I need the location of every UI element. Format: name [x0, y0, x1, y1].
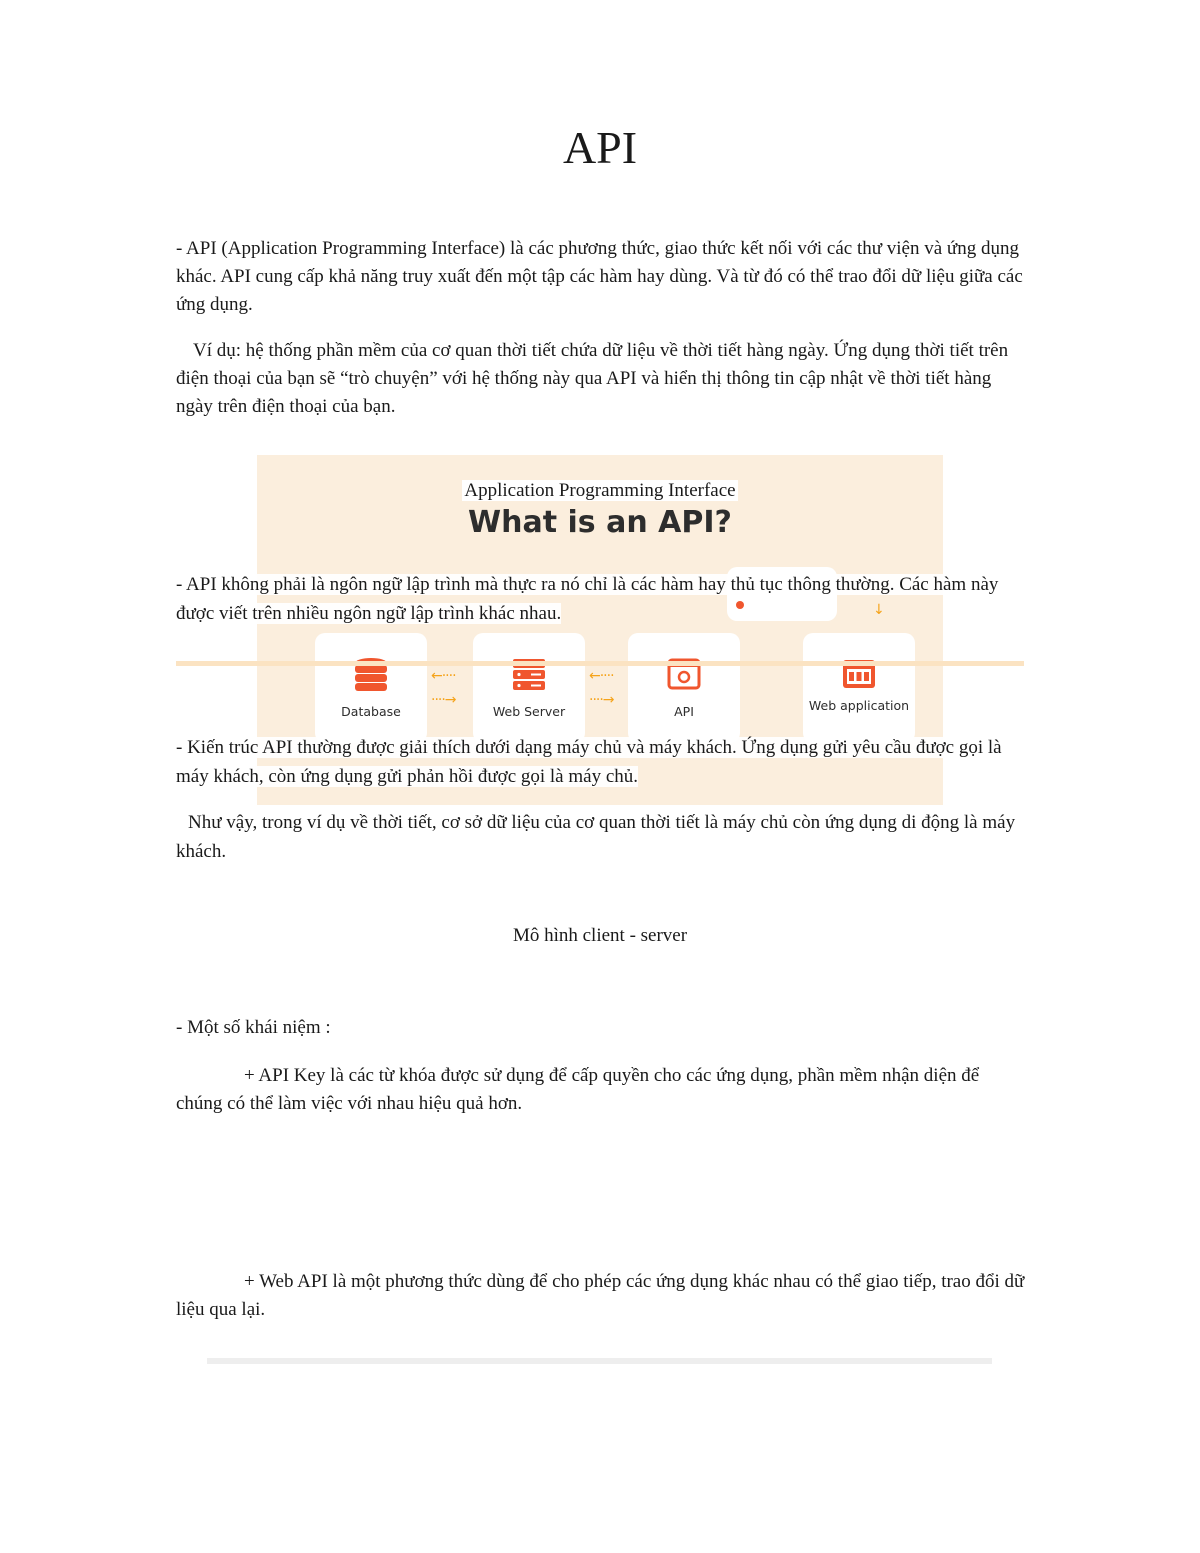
document-title: API [562, 122, 638, 173]
diagram-subtitle: Application Programming Interface [464, 480, 736, 501]
web-server-label: Web Server [492, 704, 566, 719]
arrow-right-icon: ····→ [589, 692, 614, 708]
paragraph-weather-summary: Như vậy, trong ví dụ về thời tiết, cơ sở dữ liệu của cơ quan thời tiết là máy chủ còn ứng dụng di động là máy khách. [176, 812, 1016, 862]
paragraph-api-key: + API Key là các từ khóa được sử dụng để cấp quyền cho các ứng dụng, phần mềm nhận diện để chúng có thể làm việc với nhau hiệu quả hơn. [176, 1065, 980, 1114]
paragraph-concepts-heading: - Một số khái niệm : [176, 1017, 331, 1038]
paragraph-client-server: - Kiến trúc API thường được giải thích dưới dạng máy chủ và máy khách. Ứng dụng gửi yêu cầu được gọi là máy khách, còn ứng dụng gửi phản hồi được gọi là máy chủ. [176, 737, 1002, 787]
api-label: API [674, 704, 694, 719]
database-label: Database [341, 704, 401, 719]
paragraph-weather-example: Ví dụ: hệ thống phần mềm của cơ quan thời tiết chứa dữ liệu về thời tiết hàng ngày. Ứng dụng thời tiết trên điện thoại của bạn sẽ “trò chuyện” với hệ thống này qua API và hiển thị thông tin cập nhật về thời tiết hàng ngày trên điện thoại của bạn. [176, 340, 1009, 417]
arrow-left-icon: ←···· [431, 668, 456, 684]
figure-caption: Mô hình client - server [512, 925, 688, 946]
web-application-box [803, 633, 915, 743]
arrow-down-icon: ↓ [873, 602, 884, 618]
paragraph-api-definition: - API (Application Programming Interface) là các phương thức, giao thức kết nối với các thư viện và ứng dụng khác. API cung cấp khả năng truy xuất đến một tập các hàm hay dùng. Và từ đó có thể trao đổi dữ liệu giữa các ứng dụng. [176, 238, 1023, 315]
paragraph-not-language: - API không phải là ngôn ngữ lập trình mà thực ra nó chỉ là các hàm hay thủ tục thông thường. Các hàm này được viết trên nhiều ngôn ngữ lập trình khác nhau. [176, 574, 999, 624]
paragraph-web-api: + Web API là một phương thức dùng để cho phép các ứng dụng khác nhau có thể giao tiếp, trao đổi dữ liệu qua lại. [176, 1271, 1025, 1320]
bottom-divider [207, 1358, 992, 1364]
api-box [628, 633, 740, 743]
web-server-box [473, 633, 585, 743]
diagram-heading: What is an API? [468, 505, 732, 540]
arrow-left-icon: ←···· [589, 668, 614, 684]
horizontal-rule [176, 661, 1024, 666]
database-box [315, 633, 427, 743]
web-application-label: Web application [808, 698, 910, 713]
arrow-right-icon: ····→ [431, 692, 456, 708]
